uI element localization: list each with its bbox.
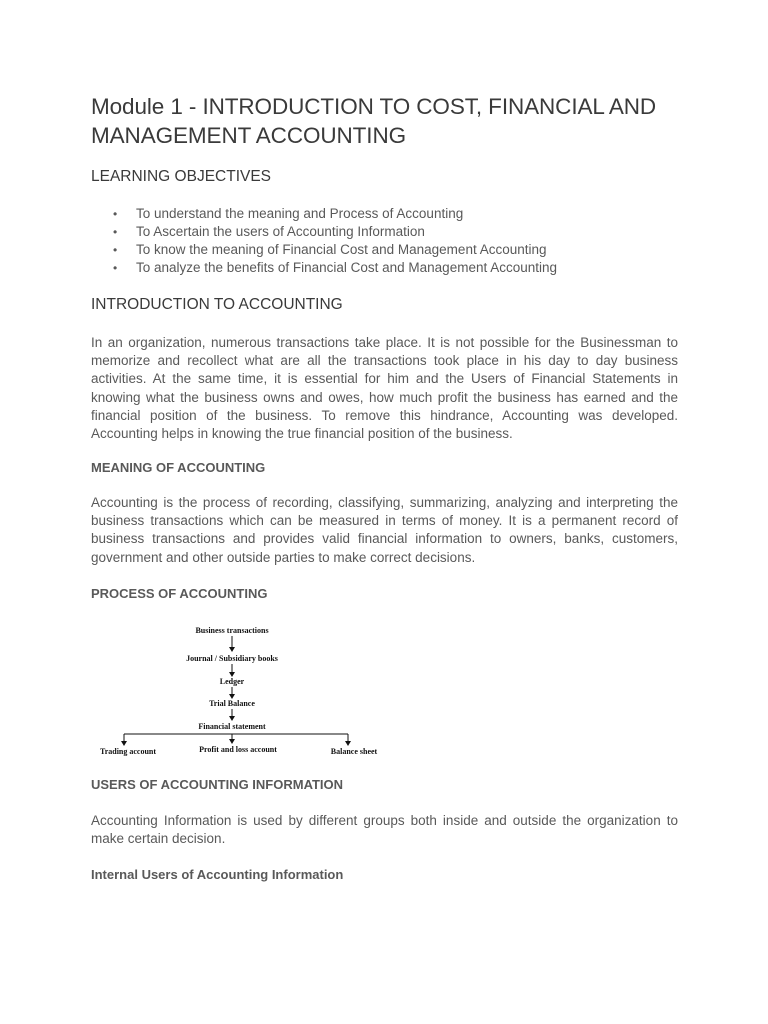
diagram-step: Ledger	[219, 677, 245, 686]
arrow-head-icon	[345, 741, 351, 746]
learning-objectives-list	[113, 205, 673, 277]
meaning-paragraph: Accounting is the process of recording, classifying, summarizing, analyzing and interpreting the business transactions which can be measured in terms of money. It is a permanent record of business transactions and provides valid financial information to owners, banks, customers, government and other outside parties to make correct decisions.	[91, 495, 678, 565]
title-line-1: Module 1 - INTRODUCTION TO COST, FINANCIAL AND	[91, 94, 657, 119]
arrow-head-icon	[121, 741, 127, 746]
bullet-icon: •	[113, 207, 118, 221]
diagram-step: Journal / Subsidiary books	[186, 654, 278, 663]
process-heading: PROCESS OF ACCOUNTING	[91, 586, 268, 601]
internal-users-subheading: Internal Users of Accounting Information	[91, 867, 344, 882]
diagram-step: Trial Balance	[209, 699, 255, 708]
accounting-process-diagram	[92, 620, 392, 760]
list-item: • To analyze the benefits of Financial Cost and Management Accounting	[113, 260, 558, 275]
diagram-output: Profit and loss account	[199, 745, 277, 754]
diagram-output: Balance sheet	[330, 747, 378, 756]
arrow-head-icon	[229, 716, 235, 721]
title-line-2: MANAGEMENT ACCOUNTING	[91, 123, 407, 148]
bullet-icon: •	[113, 261, 118, 275]
diagram-output: Trading account	[99, 747, 157, 756]
list-item: • To Ascertain the users of Accounting Information	[113, 224, 425, 239]
bullet-icon: •	[113, 243, 118, 257]
list-item: • To know the meaning of Financial Cost and Management Accounting	[113, 242, 547, 257]
meaning-heading: MEANING OF ACCOUNTING	[91, 460, 266, 475]
intro-paragraph: In an organization, numerous transactions take place. It is not possible for the Businessman to memorize and recollect what are all the transactions took place in his day to day business activities. At the same time, it is essential for him and the Users of Financial Statements in knowing what the business owns and owes, how much profit the business has earned and the financial position of the business. To remove this hindrance, Accounting was developed. Accounting helps in knowing the true financial position of the business.	[91, 335, 678, 442]
bullet-icon: •	[113, 225, 118, 239]
page-title	[91, 92, 678, 150]
list-item: • To understand the meaning and Process of Accounting	[113, 206, 464, 221]
arrow-head-icon	[229, 647, 235, 652]
users-heading: USERS OF ACCOUNTING INFORMATION	[91, 777, 344, 792]
arrow-head-icon	[229, 739, 235, 744]
users-paragraph: Accounting Information is used by different groups both inside and outside the organization to make certain decision.	[91, 813, 678, 847]
learning-objectives-heading: LEARNING OBJECTIVES	[91, 168, 272, 185]
diagram-step: Financial statement	[198, 722, 266, 731]
diagram-step: Business transactions	[195, 626, 269, 635]
intro-heading: INTRODUCTION TO ACCOUNTING	[91, 296, 343, 313]
